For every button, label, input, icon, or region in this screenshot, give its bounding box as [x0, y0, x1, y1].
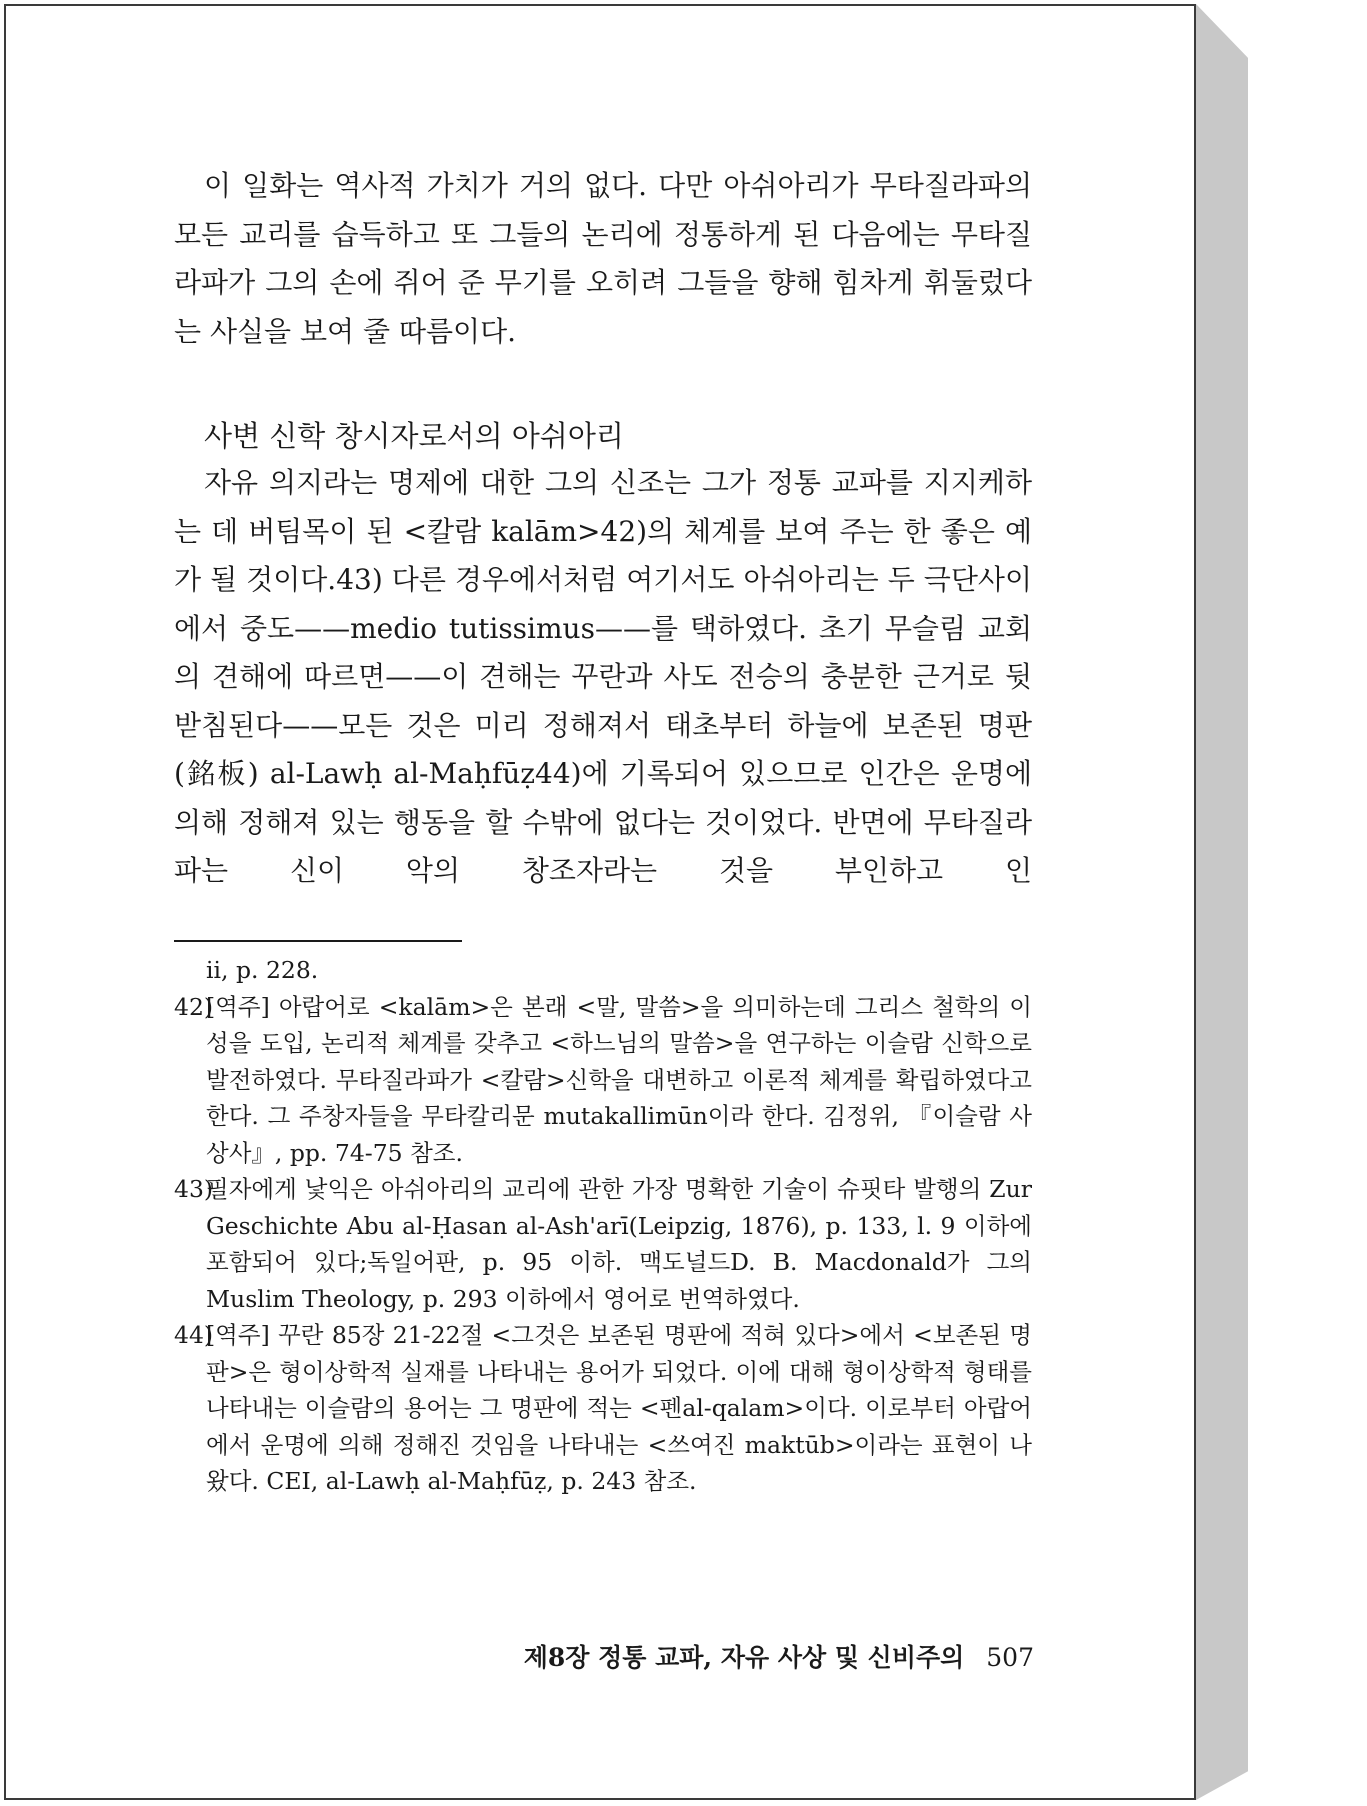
- footnote-text: 필자에게 낯익은 아쉬아리의 교리에 관한 가장 명확한 기술이 슈핏타 발행의 Zur Geschichte Abu al-Ḥasan al-Ash'arī(Leipzig, 1876), p. 133, l. 9 이하에 포함되어 있다;독일어판, p. 95 이하. 맥도널드D. B. Macdonald가 그의 Muslim Theology, p. 293 이하에서 영어로 번역하였다.: [206, 1175, 1032, 1313]
- footnote-number: 43): [174, 1175, 214, 1203]
- footnote-text: [역주] 아랍어로 <kalām>은 본래 <말, 말씀>을 의미하는데 그리스 철학의 이성을 도입, 논리적 체계를 갖추고 <하느님의 말씀>을 연구하는 이슬람 신학으로 발전하였다. 무타질라파가 <칼람>신학을 대변하고 이론적 체계를 확립하였다고 한다. 그 주창자들을 무타칼리문 mutakallimūn이라 한다. 김정위, 『이슬람 사상사』, pp. 74-75 참조.: [206, 992, 1032, 1167]
- footnote-44: [174, 1317, 1032, 1500]
- page-number: 507: [986, 1643, 1034, 1672]
- footnote-text: [역주] 꾸란 85장 21-22절 <그것은 보존된 명판에 적혀 있다>에서 <보존된 명판>은 형이상학적 실재를 나타내는 용어가 되었다. 이에 대해 형이상학적 형태를 나타내는 이슬람의 용어는 그 명판에 적는 <펜al-qalam>이다. 이로부터 아랍어에서 운명에 의해 정해진 것임을 나타내는 <쓰여진 maktūb>이라는 표현이 나왔다. CEI, al-Lawḥ al-Maḥfūẓ, p. 243 참조.: [206, 1321, 1032, 1495]
- footnote-continuation: ii, p. 228.: [206, 956, 319, 984]
- paragraph-2: 자유 의지라는 명제에 대한 그의 신조는 그가 정통 교파를 지지케하는 데 버팀목이 된 <칼람 kalām>42)의 체계를 보여 주는 한 좋은 예가 될 것이다.43) 다른 경우에서처럼 여기서도 아쉬아리는 두 극단사이에서 중도——medio tutissimus——를 택하였다. 초기 무슬림 교회의 견해에 따르면——이 견해는 꾸란과 사도 전승의 충분한 근거로 뒷받침된다——모든 것은 미리 정해져서 태초부터 하늘에 보존된 명판(銘板) al-Lawḥ al-Maḥfūẓ44)에 기록되어 있으므로 인간은 운명에 의해 정해져 있는 행동을 할 수밖에 없다는 것이었다. 반면에 무타질라파는 신이 악의 창조자라는 것을 부인하고 인: [174, 466, 1032, 887]
- paragraph-1: 이 일화는 역사적 가치가 거의 없다. 다만 아쉬아리가 무타질라파의 모든 교리를 습득하고 또 그들의 논리에 정통하게 된 다음에는 무타질라파가 그의 손에 쥐어 준 무기를 오히려 그들을 향해 힘차게 휘둘렀다는 사실을 보여 줄 따름이다.: [174, 169, 1032, 348]
- page-stack-edge: [1196, 4, 1248, 1800]
- running-title: 제8장 정통 교파, 자유 사상 및 신비주의: [523, 1643, 965, 1672]
- footnote-number: 44): [174, 1321, 214, 1349]
- footnote-separator: [174, 940, 462, 942]
- footnote-42: [174, 989, 1032, 1172]
- footnotes: [174, 952, 1032, 1500]
- page-footer: [486, 1640, 1034, 1676]
- footnote-number: 42): [174, 992, 214, 1021]
- footnote-43: [174, 1171, 1032, 1317]
- section-heading: 사변 신학 창시자로서의 아쉬아리: [204, 419, 624, 453]
